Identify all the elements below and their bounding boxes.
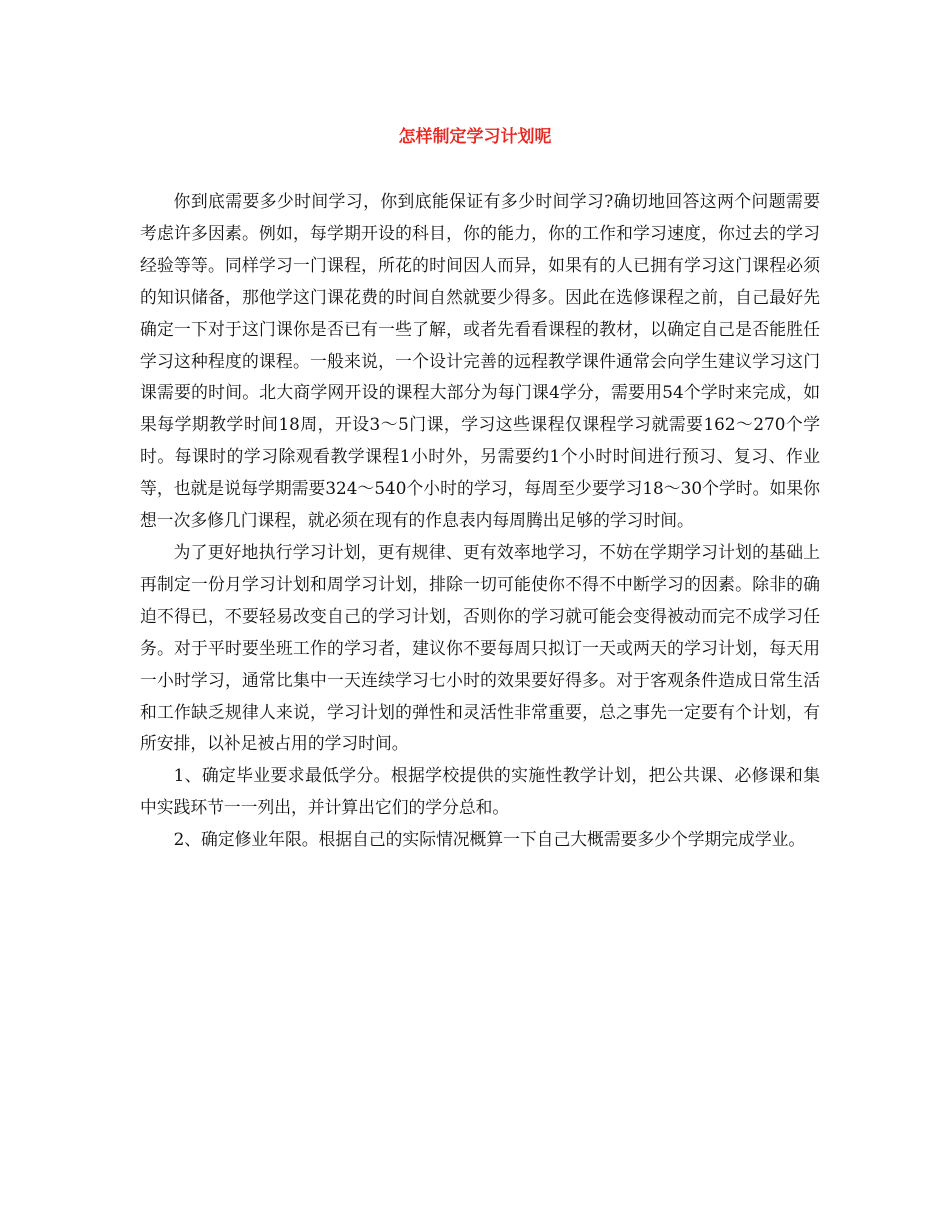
document-title: 怎样制定学习计划呢 [398, 127, 552, 147]
paragraph: 为了更好地执行学习计划，更有规律、更有效率地学习，不妨在学期学习计划的基础上再制定一份月学习计划和周学习计划，排除一切可能使你不得不中断学习的因素。除非的确迫不得已，不要轻易改变自己的学习计划，否则你的学习就可能会变得被动而完不成学习任务。对于平时要坐班工作的学习者，建议你不要每周只拟订一天或两天的学习计划，每天用一小时学习，通常比集中一天连续学习七小时的效果要好得多。对于客观条件造成日常生活和工作缺乏规律人来说，学习计划的弹性和灵活性非常重要，总之事先一定要有个计划，有所安排，以补足被占用的学习时间。 [140, 541, 820, 754]
paragraph: 你到底需要多少时间学习，你到底能保证有多少时间学习?确切地回答这两个问题需要考虑许多因素。例如，每学期开设的科目，你的能力，你的工作和学习速度，你过去的学习经验等等。同样学习一门课程，所花的时间因人而异，如果有的人已拥有学习这门课程必须的知识储备，那他学这门课花费的时间自然就要少得多。因此在选修课程之前，自己最好先确定一下对于这门课你是否已有一些了解，或者先看看课程的教材，以确定自己是否能胜任学习这种程度的课程。一般来说，一个设计完善的远程教学课件通常会向学生建议学习这门课需要的时间。北大商学网开设的课程大部分为每门课4学分，需要用54个学时来完成，如果每学期教学时间18周，开设3～5门课，学习这些课程仅课程学习就需要162～270个学时。每课时的学习除观看教学课程1小时外，另需要约1个小时时间进行预习、复习、作业等，也就是说每学期需要324～540个小时的学习，每周至少要学习18～30个学时。如果你想一次多修几门课程，就必须在现有的作息表内每周腾出足够的学习时间。 [140, 191, 820, 531]
document-body [140, 186, 820, 856]
paragraph: 1、确定毕业要求最低学分。根据学校提供的实施性教学计划，把公共课、必修课和集中实践环节一一列出，并计算出它们的学分总和。 [140, 765, 820, 818]
paragraph: 2、确定修业年限。根据自己的实际情况概算一下自己大概需要多少个学期完成学业。 [173, 829, 806, 850]
